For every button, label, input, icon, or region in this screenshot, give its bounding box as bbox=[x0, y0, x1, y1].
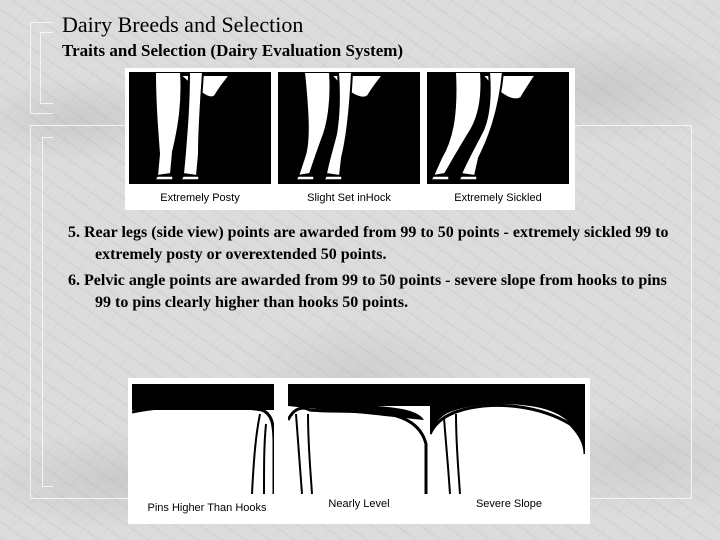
rear-legs-figure bbox=[125, 68, 575, 210]
evaluation-points-list bbox=[68, 222, 678, 318]
extremely-posty-illustration bbox=[129, 72, 271, 184]
caption-severe-slope: Severe Slope bbox=[475, 498, 543, 510]
point-pelvic-angle: 6. Pelvic angle points are awarded from 99 to 50 points - severe slope from hooks to pins 99 to pins clearly higher than hooks 50 points. bbox=[68, 272, 667, 311]
caption-nearly-level: Nearly Level bbox=[328, 498, 390, 510]
point-rear-legs: 5. Rear legs (side view) points are awarded from 99 to 50 points - extremely sickled 99 to extremely posty or overextended 50 points. bbox=[68, 224, 669, 263]
pelvic-angle-figure bbox=[128, 378, 590, 524]
caption-pins-higher-than-hooks: Pins Higher Than Hooks bbox=[147, 502, 267, 514]
slight-set-in-hock-illustration bbox=[278, 72, 420, 184]
extremely-sickled-illustration bbox=[427, 72, 569, 184]
caption-slight-set-in-hock: Slight Set inHock bbox=[307, 192, 391, 204]
pins-higher-than-hooks-illustration bbox=[132, 384, 274, 494]
decorative-frame-content-inner bbox=[42, 137, 53, 487]
slide-subtitle: Traits and Selection (Dairy Evaluation System) bbox=[62, 41, 404, 60]
nearly-level-illustration bbox=[288, 384, 430, 494]
caption-extremely-posty: Extremely Posty bbox=[160, 192, 240, 204]
decorative-frame-left-inner bbox=[40, 32, 53, 104]
severe-slope-illustration bbox=[430, 384, 585, 494]
slide-title: Dairy Breeds and Selection bbox=[62, 12, 304, 37]
caption-extremely-sickled: Extremely Sickled bbox=[454, 192, 542, 204]
